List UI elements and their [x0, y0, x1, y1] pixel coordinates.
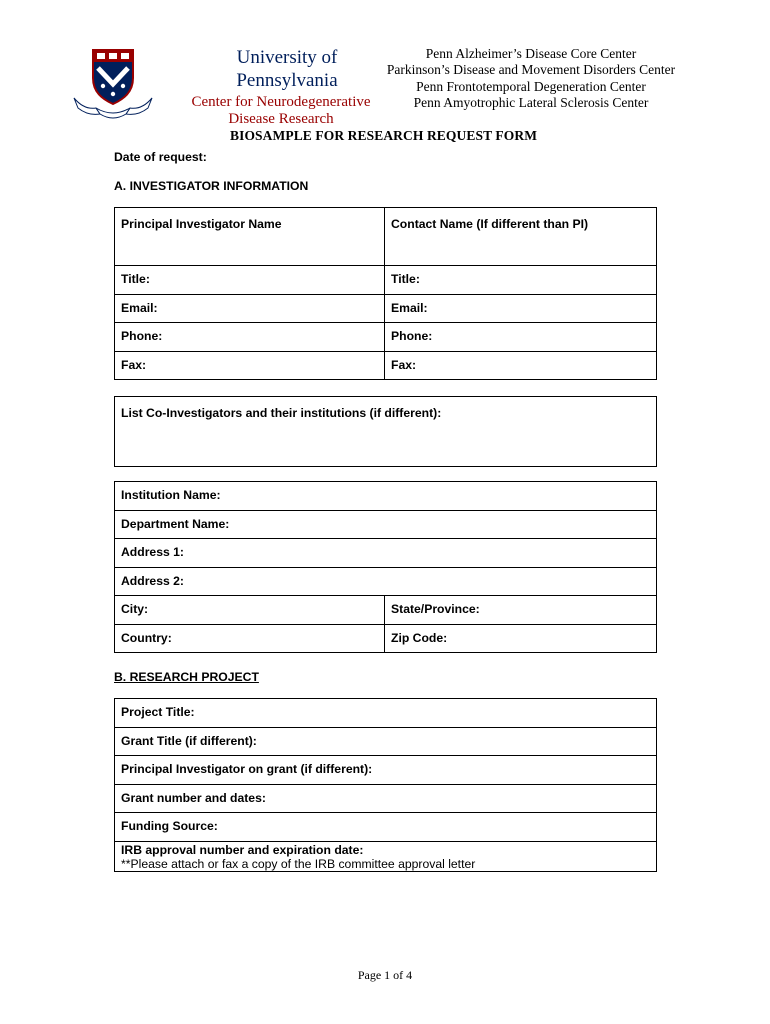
center-name-line1: Center for Neurodegenerative: [191, 94, 371, 110]
state-field[interactable]: [385, 596, 657, 625]
pi-name-label: Principal Investigator Name: [121, 217, 282, 231]
form-title: BIOSAMPLE FOR RESEARCH REQUEST FORM: [230, 128, 538, 143]
irb-label: IRB approval number and expiration date:: [121, 843, 364, 857]
university-name: [212, 46, 362, 92]
center-item: Penn Amyotrophic Lateral Sclerosis Center: [413, 94, 649, 110]
date-of-request-label: Date of request:: [114, 150, 207, 164]
country-label: Country:: [121, 631, 172, 645]
coinvestigators-table: [114, 396, 657, 467]
institution-name-field[interactable]: [115, 482, 657, 511]
pi-fax-label: Fax:: [121, 358, 147, 372]
university-name-line2: Pennsylvania: [236, 70, 338, 91]
university-name-line1: University of: [236, 47, 338, 68]
section-a-heading: A. INVESTIGATOR INFORMATION: [114, 179, 309, 193]
irb-note: **Please attach or fax a copy of the IRB committee approval letter: [121, 857, 476, 871]
pi-phone-field[interactable]: [115, 323, 385, 352]
center-name: [176, 94, 386, 128]
contact-phone-label: Phone:: [391, 329, 433, 343]
section-b-heading: B. RESEARCH PROJECT: [114, 670, 259, 684]
coinvestigators-label: List Co-Investigators and their institutions (if different):: [121, 406, 442, 420]
contact-fax-field[interactable]: [385, 352, 657, 380]
investigator-table: [114, 207, 657, 380]
center-name-line2: Disease Research: [228, 111, 334, 127]
grant-pi-field[interactable]: [115, 756, 657, 785]
pi-email-field[interactable]: [115, 295, 385, 323]
center-item: Parkinson’s Disease and Movement Disorders Center: [386, 62, 676, 78]
address1-field[interactable]: [115, 539, 657, 568]
address2-label: Address 2:: [121, 574, 184, 588]
contact-phone-field[interactable]: [385, 323, 657, 352]
contact-email-field[interactable]: [385, 295, 657, 323]
address2-field[interactable]: [115, 568, 657, 596]
center-item: Penn Alzheimer’s Disease Core Center: [425, 46, 637, 61]
institution-table: [114, 481, 657, 653]
irb-field[interactable]: [115, 842, 657, 872]
pi-fax-field[interactable]: [115, 352, 385, 380]
country-field[interactable]: [115, 625, 385, 653]
contact-title-field[interactable]: [385, 266, 657, 295]
research-project-table: [114, 698, 657, 872]
project-title-field[interactable]: [115, 699, 657, 728]
grant-pi-label: Principal Investigator on grant (if different):: [121, 762, 373, 776]
pi-email-label: Email:: [121, 301, 158, 315]
state-label: State/Province:: [391, 602, 480, 616]
pi-title-field[interactable]: [115, 266, 385, 295]
affiliated-centers: [383, 46, 679, 111]
grant-number-field[interactable]: [115, 785, 657, 813]
pi-name-field[interactable]: [115, 208, 385, 266]
institution-name-label: Institution Name:: [121, 488, 221, 502]
contact-name-field[interactable]: [385, 208, 657, 266]
zip-label: Zip Code:: [391, 631, 448, 645]
contact-fax-label: Fax:: [391, 358, 417, 372]
pi-phone-label: Phone:: [121, 329, 163, 343]
grant-title-label: Grant Title (if different):: [121, 734, 257, 748]
contact-email-label: Email:: [391, 301, 428, 315]
project-title-label: Project Title:: [121, 705, 195, 719]
city-field[interactable]: [115, 596, 385, 625]
department-name-field[interactable]: [115, 511, 657, 539]
funding-source-field[interactable]: [115, 813, 657, 842]
center-item: Penn Frontotemporal Degeneration Center: [416, 78, 646, 94]
grant-number-label: Grant number and dates:: [121, 791, 266, 805]
city-label: City:: [121, 602, 149, 616]
grant-title-field[interactable]: [115, 728, 657, 756]
penn-shield-logo: [72, 48, 154, 122]
page-number: Page 1 of 4: [357, 968, 413, 982]
contact-title-label: Title:: [391, 272, 420, 286]
coinvestigators-field[interactable]: [115, 397, 657, 467]
funding-source-label: Funding Source:: [121, 819, 218, 833]
contact-name-label: Contact Name (If different than PI): [391, 217, 589, 231]
zip-field[interactable]: [385, 625, 657, 653]
department-name-label: Department Name:: [121, 517, 230, 531]
address1-label: Address 1:: [121, 545, 184, 559]
pi-title-label: Title:: [121, 272, 150, 286]
